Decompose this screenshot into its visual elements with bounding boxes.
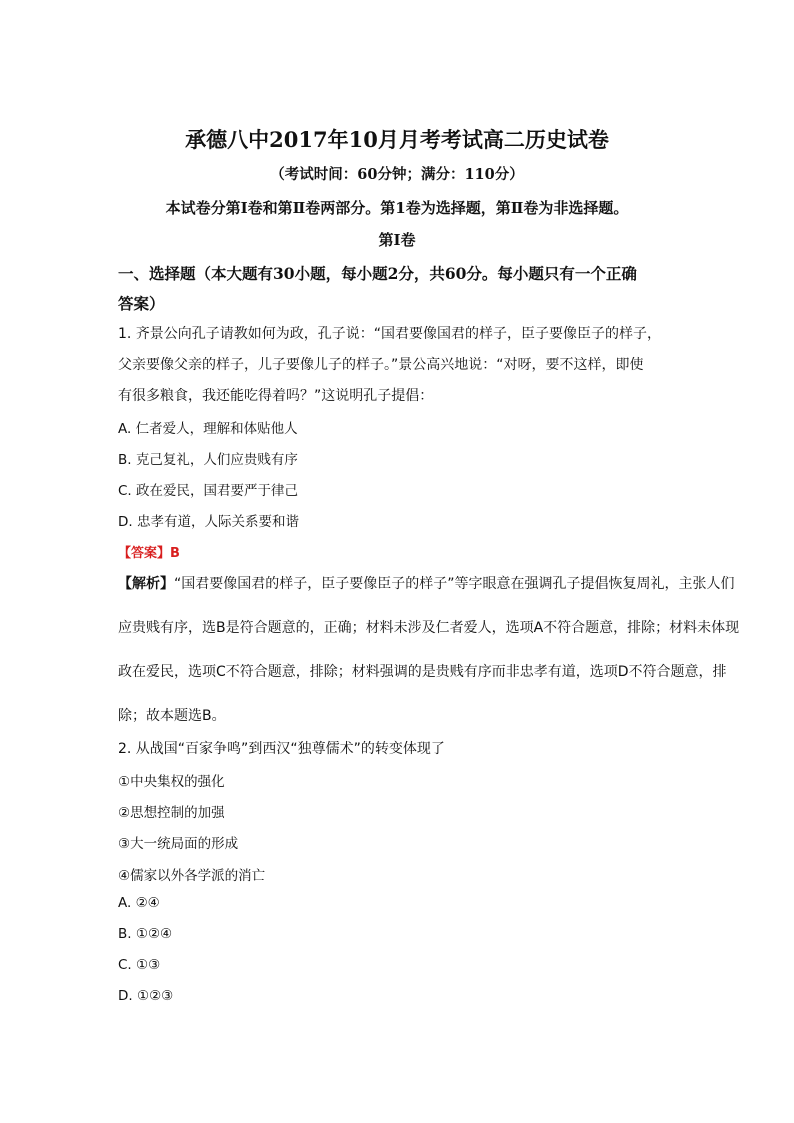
volume-heading: 第Ⅰ卷	[378, 231, 416, 249]
question-2-item-1: ①中央集权的强化	[118, 774, 225, 790]
question-2-item-2: ②思想控制的加强	[118, 805, 225, 821]
question-1-option-d: D. 忠孝有道，人际关系要和谐	[118, 514, 299, 530]
exam-intro: 本试卷分第Ⅰ卷和第Ⅱ卷两部分。第1卷为选择题，第Ⅱ卷为非选择题。	[165, 199, 629, 217]
question-2-item-4: ④儒家以外各学派的消亡	[118, 868, 266, 884]
question-1-option-c: C. 政在爱民，国君要严于律己	[118, 483, 299, 499]
question-1-option-b: B. 克己复礼，人们应贵贱有序	[118, 452, 298, 468]
question-2-option-b: B. ①②④	[118, 926, 173, 942]
question-1-stem-line3: 有很多粮食，我还能吃得着吗？”这说明孔子提倡：	[118, 388, 434, 404]
question-1-stem-line2: 父亲要像父亲的样子，儿子要像儿子的样子。”景公高兴地说：“对呀，要不这样，即使	[118, 357, 644, 373]
question-1-analysis-line1: 【解析】“国君要像国君的样子，臣子要像臣子的样子”等字眼意在强调孔子提倡恢复周礼，主张人们	[118, 576, 735, 592]
question-1-option-a: A. 仁者爱人，理解和体贴他人	[118, 421, 298, 437]
section-heading-line1: 一、选择题（本大题有30小题，每小题2分，共60分。每小题只有一个正确	[118, 264, 637, 283]
question-2-stem: 2. 从战国“百家争鸣”到西汉“独尊儒术”的转变体现了	[118, 741, 445, 757]
question-1-stem-line1: 1. 齐景公向孔子请教如何为政，孔子说：“国君要像国君的样子，臣子要像臣子的样子，	[118, 326, 662, 342]
question-1-analysis-line4: 除；故本题选B。	[118, 708, 226, 724]
section-heading-line2: 答案）	[118, 294, 165, 313]
analysis-tag: 【解析】	[118, 576, 174, 592]
question-1-analysis-line2: 应贵贱有序，选B是符合题意的，正确；材料未涉及仁者爱人，选项A不符合题意，排除；材料未体现	[118, 620, 740, 636]
question-2-option-c: C. ①③	[118, 957, 161, 973]
question-2-item-3: ③大一统局面的形成	[118, 836, 239, 852]
exam-title: 承德八中2017年10月月考考试高二历史试卷	[185, 127, 609, 152]
question-1-analysis-line3: 政在爱民，选项C不符合题意，排除；材料强调的是贵贱有序而非忠孝有道，选项D不符合题意，排	[118, 664, 727, 680]
question-2-option-a: A. ②④	[118, 895, 160, 911]
question-1-answer: 【答案】B	[118, 546, 180, 561]
question-2-option-d: D. ①②③	[118, 988, 174, 1004]
exam-time-info: （考试时间：60分钟；满分：110分）	[270, 166, 524, 183]
